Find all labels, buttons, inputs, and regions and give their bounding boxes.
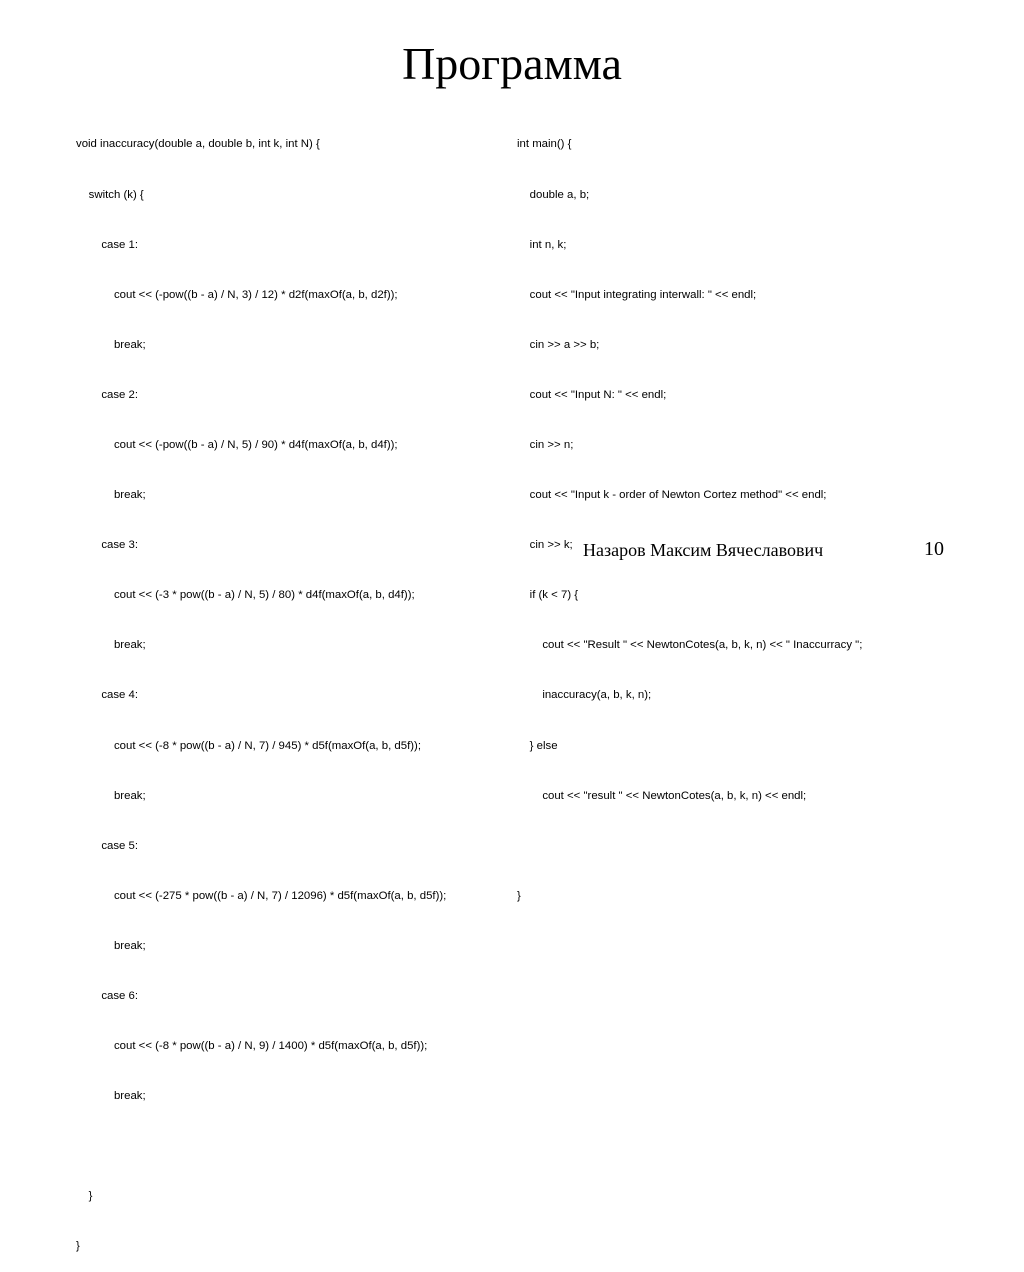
code-line: int main() {: [517, 138, 572, 151]
code-block-inaccuracy: [76, 103, 446, 1272]
code-line: }: [517, 889, 521, 902]
code-line: case 4:: [76, 689, 139, 702]
code-line: int n, k;: [517, 238, 567, 251]
code-line: inaccuracy(a, b, k, n);: [517, 689, 652, 702]
code-line: break;: [76, 789, 146, 802]
code-line: case 2:: [76, 388, 139, 401]
code-line: }: [76, 1240, 80, 1253]
code-line: if (k < 7) {: [517, 589, 579, 602]
code-line: case 1:: [76, 238, 139, 251]
page-number: 10: [924, 538, 944, 560]
code-line: cout << "Result " << NewtonCotes(a, b, k, n) << " Inaccurracy ";: [517, 639, 863, 652]
code-line: break;: [76, 639, 146, 652]
code-line: cout << (-pow((b - a) / N, 5) / 90) * d4f(maxOf(a, b, d4f));: [76, 438, 398, 451]
code-line: switch (k) {: [76, 188, 144, 201]
code-line: case 5:: [76, 839, 139, 852]
code-line: } else: [517, 739, 558, 752]
code-line: case 3:: [76, 539, 139, 552]
code-line: [517, 838, 862, 855]
code-line: cout << (-pow((b - a) / N, 3) / 12) * d2f(maxOf(a, b, d2f));: [76, 288, 398, 301]
code-line: cout << (-8 * pow((b - a) / N, 9) / 1400) * d5f(maxOf(a, b, d5f));: [76, 1040, 428, 1053]
code-line: break;: [76, 338, 146, 351]
code-block-main: [517, 103, 862, 921]
code-line: cout << "result " << NewtonCotes(a, b, k, n) << endl;: [517, 789, 807, 802]
code-line: cout << "Input N: " << endl;: [517, 388, 667, 401]
code-line: cin >> k;: [517, 539, 573, 552]
code-line: break;: [76, 489, 146, 502]
code-line: cin >> n;: [517, 438, 574, 451]
code-line: cout << (-3 * pow((b - a) / N, 5) / 80) * d4f(maxOf(a, b, d4f));: [76, 589, 415, 602]
code-line: }: [76, 1190, 93, 1203]
slide-title: Программа: [402, 38, 622, 89]
code-line: void inaccuracy(double a, double b, int k, int N) {: [76, 138, 320, 151]
code-line: [76, 1138, 446, 1155]
code-line: double a, b;: [517, 188, 590, 201]
footer-author: Назаров Максим Вячеславович: [583, 540, 824, 560]
code-line: break;: [76, 939, 146, 952]
code-line: break;: [76, 1090, 146, 1103]
code-line: cout << "Input k - order of Newton Cortez method" << endl;: [517, 489, 827, 502]
code-line: cin >> a >> b;: [517, 338, 600, 351]
code-line: cout << (-8 * pow((b - a) / N, 7) / 945) * d5f(maxOf(a, b, d5f));: [76, 739, 422, 752]
code-line: case 6:: [76, 990, 139, 1002]
code-line: cout << (-275 * pow((b - a) / N, 7) / 12096) * d5f(maxOf(a, b, d5f));: [76, 889, 447, 902]
code-line: cout << "Input integrating interwall: " << endl;: [517, 288, 757, 301]
